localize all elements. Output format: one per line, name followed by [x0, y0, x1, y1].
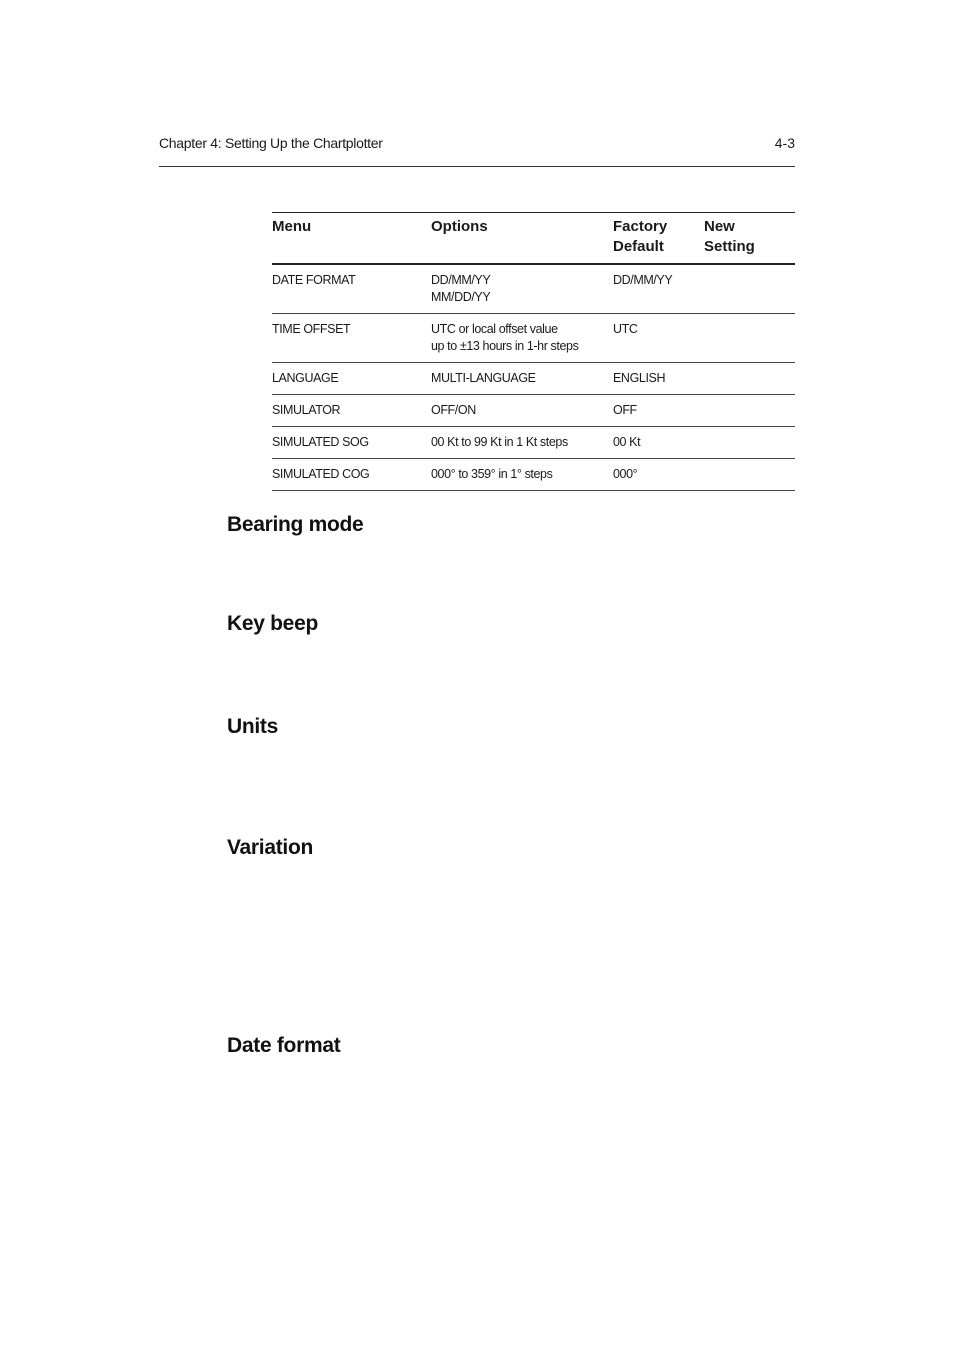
- cell-default: OFF: [613, 402, 637, 417]
- table-header: [272, 213, 795, 265]
- cell-menu: DATE FORMAT: [272, 273, 356, 287]
- cell-menu: SIMULATED COG: [272, 466, 370, 481]
- cell-menu: LANGUAGE: [272, 370, 339, 385]
- cell-default: 000°: [613, 466, 638, 481]
- heading-date-format: Date format: [227, 1034, 341, 1057]
- column-header-menu: Menu: [272, 218, 312, 235]
- heading-units: Units: [227, 715, 279, 738]
- cell-new-setting: [704, 313, 795, 362]
- column-header-factory-default: Factory Default: [613, 218, 668, 255]
- table-row: [272, 394, 795, 426]
- cell-options: UTC or local offset value up to ±13 hours in 1-hr steps: [431, 321, 579, 353]
- table-row: [272, 426, 795, 458]
- running-header: [159, 133, 795, 167]
- cell-options: DD/MM/YY MM/DD/YY: [431, 273, 491, 304]
- cell-options: 000° to 359° in 1° steps: [431, 466, 553, 481]
- heading-variation: Variation: [227, 836, 313, 859]
- column-header-options: Options: [431, 218, 488, 235]
- table-row: [272, 264, 795, 313]
- column-header-new-setting: New Setting: [704, 218, 755, 255]
- cell-default: ENGLISH: [613, 370, 666, 385]
- cell-new-setting: [704, 264, 795, 313]
- cell-menu: TIME OFFSET: [272, 321, 351, 336]
- cell-options: MULTI-LANGUAGE: [431, 370, 536, 385]
- cell-options: 00 Kt to 99 Kt in 1 Kt steps: [431, 434, 568, 449]
- cell-new-setting: [704, 426, 795, 458]
- table-row: [272, 458, 795, 490]
- cell-new-setting: [704, 394, 795, 426]
- table-row: [272, 313, 795, 362]
- cell-default: DD/MM/YY: [613, 273, 673, 287]
- table-row: [272, 362, 795, 394]
- page-number: 4-3: [774, 135, 795, 151]
- cell-default: UTC: [613, 321, 638, 336]
- heading-key-beep: Key beep: [227, 612, 318, 635]
- cell-default: 00 Kt: [613, 434, 641, 449]
- cell-menu: SIMULATOR: [272, 402, 341, 417]
- chapter-title: Chapter 4: Setting Up the Chartplotter: [159, 135, 383, 151]
- heading-bearing-mode: Bearing mode: [227, 513, 364, 536]
- cell-options: OFF/ON: [431, 402, 476, 417]
- cell-menu: SIMULATED SOG: [272, 434, 369, 449]
- cell-new-setting: [704, 458, 795, 490]
- cell-new-setting: [704, 362, 795, 394]
- settings-table: [272, 212, 795, 491]
